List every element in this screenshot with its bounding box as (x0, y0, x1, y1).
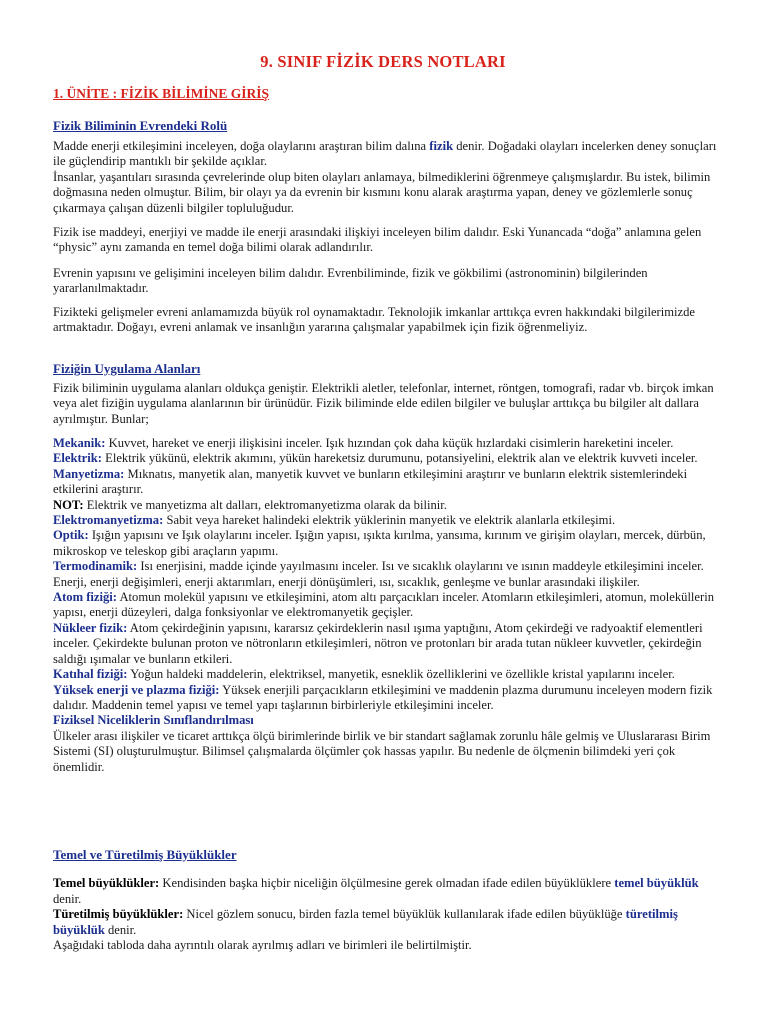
text-span: denir. (104, 922, 137, 937)
field-description: Mıknatıs, manyetik alan, manyetik kuvvet ve bunların etkileşimini araştırır ve bunların elektrik sistemlerindeki etkilerini araştırır. (53, 466, 688, 497)
paragraph-definition (53, 139, 719, 216)
page-title: 9. SINIF FİZİK DERS NOTLARI (260, 52, 506, 71)
term-basic-quantities: Temel büyüklükler: (53, 876, 160, 891)
text-span: Madde enerji etkileşimini inceleyen, doğa olaylarını araştıran bilim dalına (53, 139, 430, 153)
field-item (53, 621, 719, 667)
field-description: Yüksek enerjili parçacıkların etkileşimini ve maddenin plazma durumunu inceleyen modern fizik dalıdır. Maddenin temel yapısı ve temel yapı taşlarının birbirleriyle etkileşimini inceler. (53, 682, 713, 712)
field-term: Elektrik: (53, 451, 102, 466)
field-term: Atom fiziği: (53, 590, 117, 605)
paragraph-applications-intro: Fizik biliminin uygulama alanları oldukça geniştir. Elektrikli aletler, telefonlar, internet, röntgen, tomografi, radar vb. birçok imkan veya alet fiziğin uygulama alanlarının bir ürünüdür. Fizik biliminde elde edilen bilgiler ve buluşlar arttıkça bu bilgiler alt dallara ayrılmıştır. Bunlar; (53, 381, 714, 426)
sub-heading-classification: Fiziksel Niceliklerin Sınıflandırılması (53, 713, 254, 728)
field-description: Kuvvet, hareket ve enerji ilişkisini inceler. Işık hızından çok daha küçük hızlardaki cisimlerin hareketini inceler. (105, 436, 674, 450)
field-item (53, 451, 719, 466)
field-item (53, 667, 719, 682)
term-fizik: fizik (429, 139, 454, 153)
field-item (53, 498, 719, 513)
paragraph-universe: Evrenin yapısını ve gelişimini inceleyen bilim dalıdır. Evrenbiliminde, fizik ve gökbilimi (astronominin) bilgilerinden yararlanılmaktadır. (53, 266, 648, 296)
field-term: Yüksek enerji ve plazma fiziği: (53, 682, 220, 697)
field-description: Atomun molekül yapısını ve etkileşimini, atom altı parçacıkları inceler. Atomların etkileşimleri, atomun, moleküllerin yapısı, enerji düzeyleri, dalga fonksiyonlar ve elektromanyetik geçişler. (53, 590, 715, 620)
field-term: Mekanik: (53, 436, 106, 450)
field-term: Manyetizma: (53, 466, 125, 481)
paragraph-physics-definition: Fizik ise maddeyi, enerjiyi ve madde ile enerji arasındaki ilişkiyi inceleyen bilim dalıdır. Eski Yunancada “doğa” anlamına gelen “physic” aynı zamanda en temel doğa bilimi olarak adlandırılır. (53, 225, 702, 255)
field-description: Elektrik yükünü, elektrik akımını, yükün hareketsiz durumunu, potansiyelini, elektrik alan ve elektrik kuvveti inceler. (101, 451, 698, 466)
text-span: denir. Doğadaki olayları incelerken deney sonuçları ile güçlendirip mantıklı bir şekilde açıklar. (53, 139, 717, 169)
paragraph-table-note: Aşağıdaki tabloda daha ayrıntılı olarak ayrılmış adları ve birimleri ile belirtilmiştir. (53, 938, 472, 953)
field-description: Elektrik ve manyetizma alt dalları, elektromanyetizma olarak da bilinir. (83, 497, 447, 512)
field-description: Işığın yapısını ve Işık olaylarını inceler. Işığın yapısı, ışıkta kırılma, yansıma, kırınım ve girişim olayları, mercek, dürbün, mikroskop ve teleskop gibi araçların yapımı. (53, 528, 706, 558)
field-term: Katıhal fiziği: (53, 667, 128, 682)
field-description: Sabit veya hareket halindeki elektrik yüklerinin manyetik ve elektrik alanlarla etkileşimi. (163, 513, 616, 528)
text-span: Nicel gözlem sonucu, birden fazla temel büyüklük kullanılarak ifade edilen büyüklüğe (183, 907, 626, 922)
field-item (53, 590, 719, 621)
section-heading-quantities: Temel ve Türetilmiş Büyüklükler (53, 847, 237, 862)
field-item (53, 559, 719, 590)
field-description: Yoğun haldeki maddelerin, elektriksel, manyetik, esneklik özelliklerini ve özellikle kristal yapılarını inceler. (127, 667, 675, 682)
field-description: Isı enerjisini, madde içinde yayılmasını inceler. Isı ve sıcaklık olaylarını ve ısının maddeyle etkileşimini inceler. Enerji, enerji değişimleri, enerji aktarımları, enerji dönüşümleri, ısı, sıcaklık, genleşme ve bunlar arasındaki ilişkiler. (53, 559, 704, 589)
term-temel-buyukluk: temel büyüklük (614, 876, 699, 891)
field-item (53, 683, 719, 714)
field-item (53, 436, 719, 451)
text-span: denir. (53, 891, 82, 906)
unit-heading: 1. ÜNİTE : FİZİK BİLİMİNE GİRİŞ (53, 86, 270, 101)
paragraph-developments: Fizikteki gelişmeler evreni anlamamızda büyük rol oynamaktadır. Teknolojik imkanlar arttıkça evren hakkındaki bilgilerimizde artmaktadır. Doğayı, evreni anlamak ve insanlığın yararına çalışmalar yapabilmek için fizik öğrenmeliyiz. (53, 305, 696, 335)
paragraph-history: İnsanlar, yaşantıları sırasında çevrelerinde olup biten olayları anlamaya, bilmediklerini öğrenmeye çalışmışlardır. Bu istek, bilimin doğmasına neden olmuştur. Bilim, bir olayı ya da evrenin bir kısmını konu alarak araştırma yapan, deney ve gözlemlerle sonuç çıkarmaya çalışan düzenli bilgiler topluluğudur. (53, 169, 711, 215)
field-item (53, 467, 719, 498)
section-heading-role: Fizik Biliminin Evrendeki Rolü (53, 118, 228, 133)
term-derived-quantities: Türetilmiş büyüklükler: (53, 907, 184, 922)
term-turetilmis-buyukluk: türetilmiş büyüklük (53, 907, 678, 937)
field-term: NOT: (53, 497, 84, 512)
field-description: Atom çekirdeğinin yapısını, kararsız çekirdeklerin nasıl ışıma yaptığını, Atom çekirdeği ve radyoaktif elementleri inceler. Çekirdekte bulunan proton ve nötronların etkileşimleri, nötron ve protonları bir arada tutan nükleer kuvvetler, çekirdeğin saldığı ışımalar ve bunların etkileri. (53, 620, 703, 666)
field-item (53, 513, 719, 528)
field-item (53, 528, 719, 559)
paragraph-classification: Ülkeler arası ilişkiler ve ticaret arttıkça ölçü birimlerinde birlik ve bir standart sağlamak zorunlu hâle gelmiş ve Uluslararası Birim Sistemi (SI) oluşturulmuştur. Bilimsel çalışmalarda ölçümler çok hassas yapılır. Bu nedenle de ölçmenin bilimdeki yeri çok önemlidir. (53, 728, 711, 774)
section-basic-derived (53, 847, 719, 953)
text-span: Kendisinden başka hiçbir niceliğin ölçülmesine gerek olmadan ifade edilen büyüklüklere (159, 876, 615, 891)
fields-list (53, 436, 719, 775)
section-heading-applications: Fiziğin Uygulama Alanları (53, 361, 201, 376)
field-term: Elektromanyetizma: (53, 513, 164, 528)
field-term: Optik: (53, 528, 89, 543)
field-term: Nükleer fizik: (53, 620, 128, 635)
field-term: Termodinamik: (53, 559, 138, 574)
